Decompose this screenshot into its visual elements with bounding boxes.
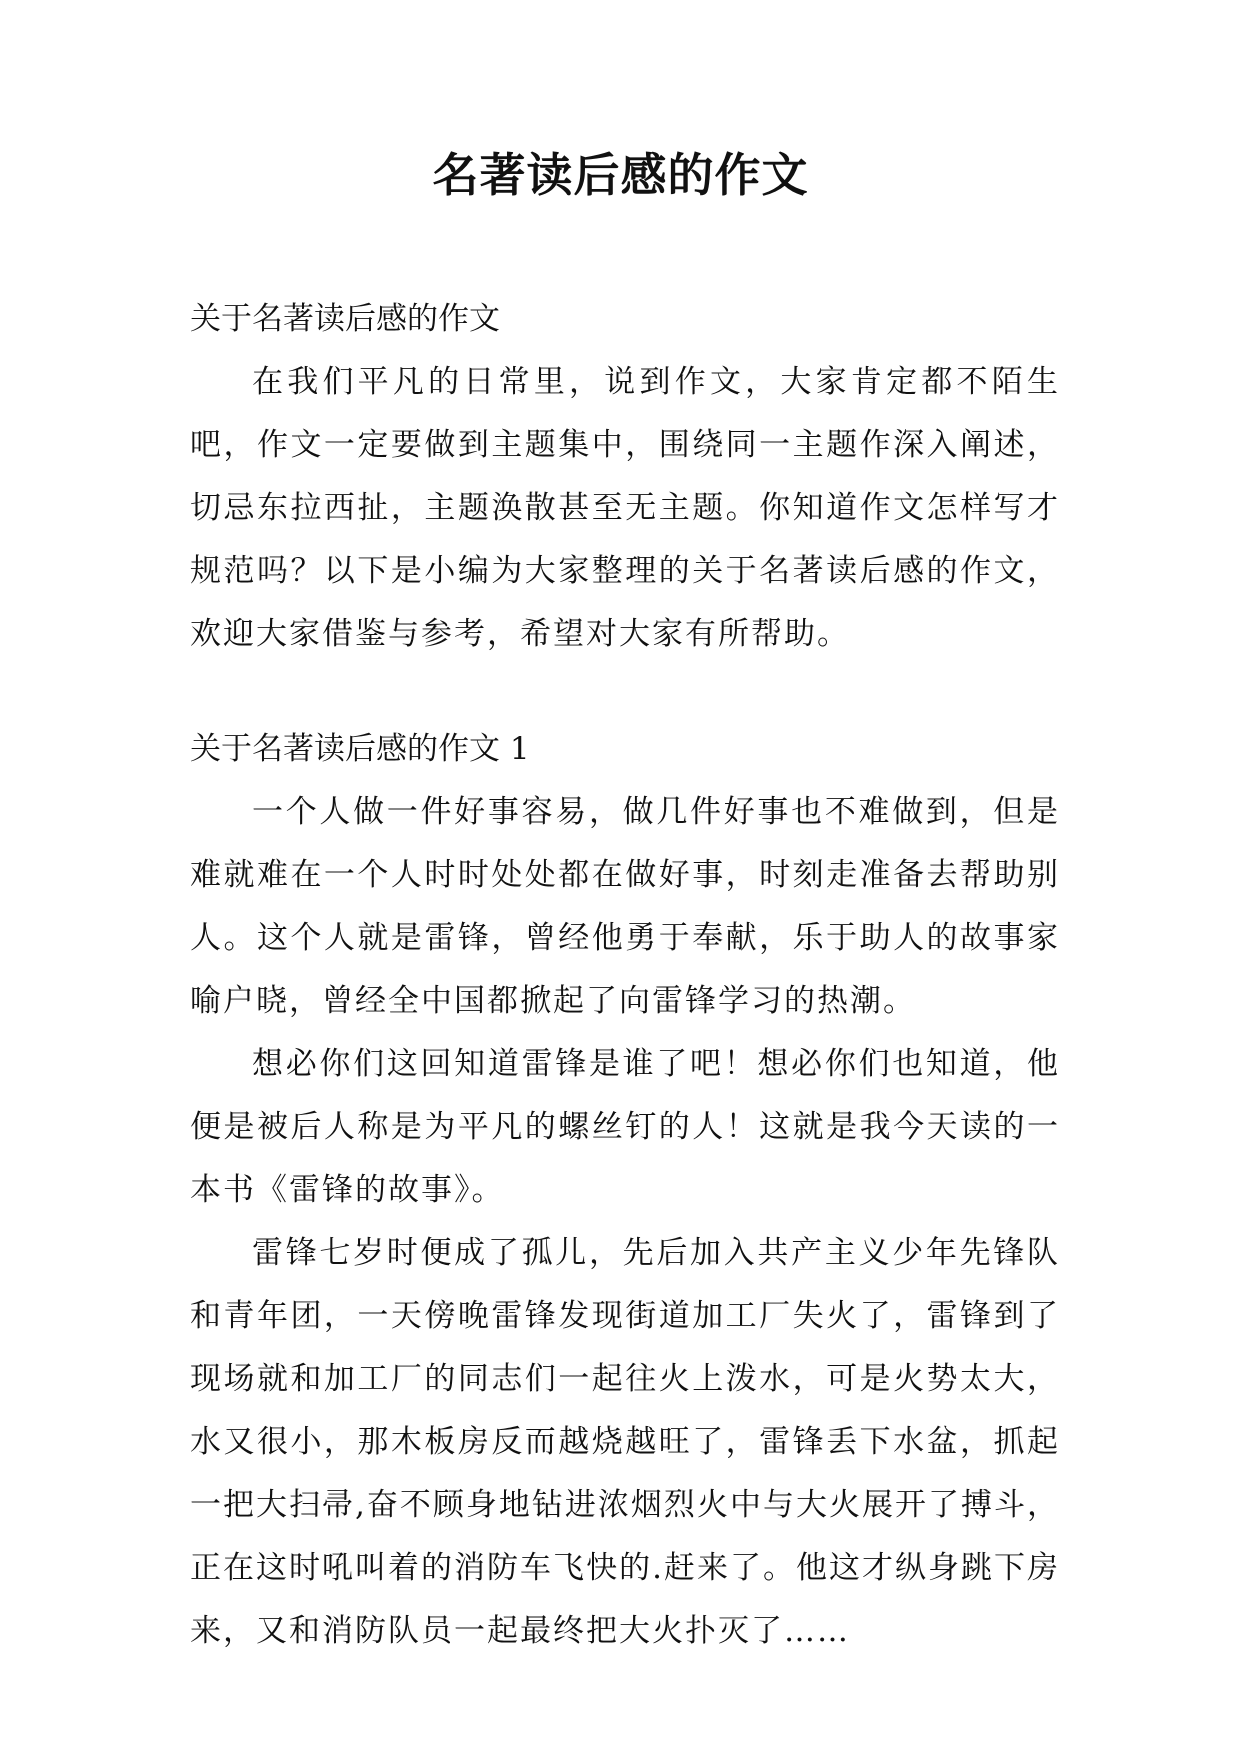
document-title: 名著读后感的作文 bbox=[432, 148, 809, 202]
section-1-paragraph-2: 想必你们这回知道雷锋是谁了吧！想必你们也知道，他便是被后人称是为平凡的螺丝钉的人！这就是我今天读的一本书《雷锋的故事》。 bbox=[190, 1046, 1060, 1208]
section-1-heading: 关于名著读后感的作文 1 bbox=[190, 731, 530, 767]
intro-heading: 关于名著读后感的作文 bbox=[190, 301, 500, 337]
document-body bbox=[190, 288, 1060, 1663]
section-1-paragraph-1: 一个人做一件好事容易，做几件好事也不难做到，但是难就难在一个人时时处处都在做好事，时刻走准备去帮助别人。这个人就是雷锋，曾经他勇于奉献，乐于助人的故事家喻户晓，曾经全中国都掀起了向雷锋学习的热潮。 bbox=[190, 794, 1060, 1019]
intro-paragraph: 在我们平凡的日常里，说到作文，大家肯定都不陌生吧，作文一定要做到主题集中，围绕同一主题作深入阐述，切忌东拉西扯，主题涣散甚至无主题。你知道作文怎样写才规范吗？以下是小编为大家整理的关于名著读后感的作文，欢迎大家借鉴与参考，希望对大家有所帮助。 bbox=[190, 364, 1060, 652]
section-spacer bbox=[190, 666, 1060, 718]
section-1-paragraph-3: 雷锋七岁时便成了孤儿，先后加入共产主义少年先锋队和青年团，一天傍晚雷锋发现街道加工厂失火了，雷锋到了现场就和加工厂的同志们一起往火上泼水，可是火势太大，水又很小，那木板房反而越烧越旺了，雷锋丢下水盆，抓起一把大扫帚,奋不顾身地钻进浓烟烈火中与大火展开了搏斗，正在这时吼叫着的消防车飞快的.赶来了。他这才纵身跳下房来，又和消防队员一起最终把大火扑灭了…… bbox=[190, 1235, 1060, 1649]
